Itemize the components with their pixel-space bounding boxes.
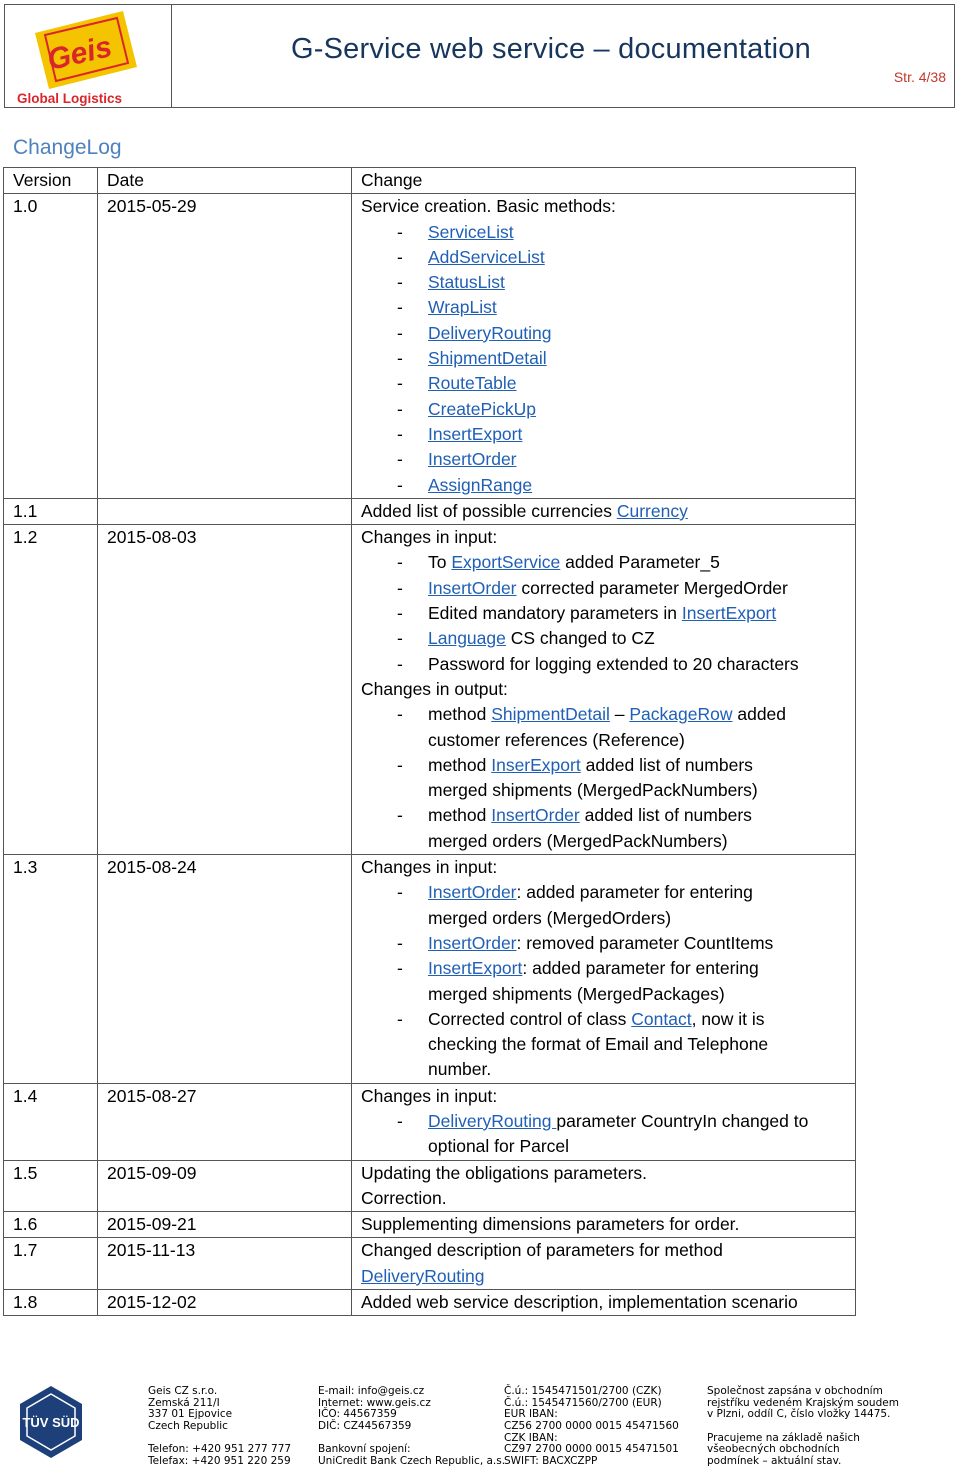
item-text: method	[428, 704, 492, 725]
list-item	[361, 626, 851, 651]
footer-line: podmínek – aktuální stav.	[707, 1455, 842, 1468]
link-deliveryrouting[interactable]: DeliveryRouting	[428, 1110, 557, 1131]
change-text: Correction.	[361, 1187, 447, 1208]
link-deliveryrouting[interactable]: DeliveryRouting	[428, 322, 552, 343]
table-row	[4, 1083, 856, 1160]
cell-version: 1.7	[4, 1238, 98, 1290]
link-routetable[interactable]: RouteTable	[428, 373, 517, 394]
link-exportservice[interactable]: ExportService	[451, 552, 561, 573]
logo-subtitle: Global Logistics	[17, 91, 123, 106]
header-date: Date	[98, 168, 352, 194]
link-insertorder[interactable]: InsertOrder	[428, 882, 517, 903]
list-item	[361, 270, 851, 295]
header-change: Change	[352, 168, 856, 194]
item-text: –	[609, 704, 630, 725]
cell-date: 2015-08-27	[98, 1083, 352, 1160]
link-insertexport[interactable]: InsertExport	[428, 423, 523, 444]
item-text: number.	[428, 1059, 492, 1080]
footer-line: UniCredit Bank Czech Republic, a.s.	[318, 1455, 506, 1468]
change-text: Changed description of parameters for method	[361, 1240, 723, 1261]
item-text: added Parameter_5	[560, 552, 720, 573]
link-statuslist[interactable]: StatusList	[428, 272, 505, 293]
link-shipmentdetail[interactable]: ShipmentDetail	[491, 704, 610, 725]
footer-line: 337 01 Ejpovice	[148, 1408, 233, 1421]
item-text: CS changed to CZ	[505, 628, 655, 649]
item-text: customer references (Reference)	[428, 729, 685, 750]
list-item	[361, 1109, 851, 1160]
cell-version: 1.1	[4, 498, 98, 524]
geis-logo	[5, 5, 172, 107]
footer-line: Internet: www.geis.cz	[318, 1396, 431, 1409]
footer-company-info	[148, 1386, 291, 1468]
link-deliveryrouting[interactable]: DeliveryRouting	[361, 1265, 485, 1286]
link-insertorder[interactable]: InsertOrder	[428, 577, 517, 598]
link-currency[interactable]: Currency	[616, 500, 688, 521]
geis-logo-graphic	[5, 5, 171, 107]
cell-change	[352, 194, 856, 499]
cell-date: 2015-11-13	[98, 1238, 352, 1290]
footer-line: EUR IBAN:	[504, 1408, 558, 1421]
list-item	[361, 576, 851, 601]
input-change-list	[361, 550, 851, 676]
footer-line: E-mail: info@geis.cz	[318, 1385, 425, 1397]
item-text: optional for Parcel	[428, 1136, 570, 1157]
page-header	[4, 4, 955, 108]
item-text: added list of numbers	[579, 805, 752, 826]
item-text: merged shipments (MergedPackages)	[428, 983, 725, 1004]
table-header-row	[4, 168, 856, 194]
tuv-text: TÜV SÜD	[22, 1415, 80, 1430]
link-createpickup[interactable]: CreatePickUp	[428, 398, 536, 419]
list-item	[361, 880, 851, 931]
input-change-list	[361, 880, 851, 1082]
footer-line: Czech Republic	[148, 1420, 228, 1433]
item-text: : removed parameter CountItems	[516, 932, 774, 953]
link-insertorder[interactable]: InsertOrder	[491, 805, 580, 826]
list-item	[361, 652, 851, 677]
link-assignrange[interactable]: AssignRange	[428, 474, 533, 495]
footer-line: IČO: 44567359	[318, 1408, 397, 1421]
list-item	[361, 422, 851, 447]
table-row	[4, 525, 856, 855]
table-row	[4, 1212, 856, 1238]
link-shipmentdetail[interactable]: ShipmentDetail	[428, 348, 547, 369]
cell-date: 2015-08-03	[98, 525, 352, 855]
footer-line: v Plzni, oddíl C, číslo vložky 14475.	[707, 1408, 891, 1421]
footer-line: Č.ú.: 1545471501/2700 (CZK)	[504, 1385, 662, 1397]
cell-date: 2015-08-24	[98, 855, 352, 1084]
footer-registration-info	[707, 1386, 899, 1468]
link-inserexport[interactable]: InserExport	[491, 754, 581, 775]
list-item	[361, 447, 851, 472]
link-language[interactable]: Language	[428, 628, 506, 649]
item-text: method	[428, 754, 492, 775]
changes-input-title: Changes in input:	[361, 857, 498, 878]
changes-input-title: Changes in input:	[361, 1085, 498, 1106]
footer-line: CZK IBAN:	[504, 1431, 558, 1444]
footer-line: Pracujeme na základě našich	[707, 1431, 860, 1444]
table-row	[4, 194, 856, 499]
changes-output-title: Changes in output:	[361, 678, 508, 699]
change-text: Updating the obligations parameters.	[361, 1162, 648, 1183]
footer-line: Bankovní spojení:	[318, 1443, 411, 1456]
cell-version: 1.5	[4, 1160, 98, 1212]
tuv-certification-logo	[13, 1384, 89, 1460]
item-text: parameter CountryIn changed to	[556, 1110, 809, 1131]
item-text: added list of numbers	[580, 754, 753, 775]
table-row	[4, 855, 856, 1084]
footer-line: CZ97 2700 0000 0015 45471501	[504, 1443, 679, 1456]
item-text: merged orders (MergedOrders)	[428, 907, 672, 928]
cell-change	[352, 855, 856, 1084]
link-packagerow[interactable]: PackageRow	[629, 704, 733, 725]
item-text: , now it is	[691, 1008, 765, 1029]
table-row	[4, 1160, 856, 1212]
list-item	[361, 245, 851, 270]
item-text: : added parameter for entering	[516, 882, 753, 903]
cell-date: 2015-05-29	[98, 194, 352, 499]
tuv-icon	[13, 1384, 89, 1460]
method-list	[361, 220, 851, 498]
footer-contact-info	[318, 1386, 505, 1468]
cell-version: 1.0	[4, 194, 98, 499]
cell-date: 2015-09-09	[98, 1160, 352, 1212]
link-insertorder[interactable]: InsertOrder	[428, 932, 517, 953]
cell-version: 1.8	[4, 1290, 98, 1316]
list-item	[361, 550, 851, 575]
item-text: method	[428, 805, 492, 826]
table-row	[4, 1290, 856, 1316]
cell-version: 1.3	[4, 855, 98, 1084]
footer-line: SWIFT: BACXCZPP	[504, 1455, 598, 1468]
cell-date	[98, 498, 352, 524]
cell-date: 2015-09-21	[98, 1212, 352, 1238]
page-number: Str. 4/38	[893, 69, 946, 85]
link-insertorder[interactable]: InsertOrder	[428, 449, 517, 470]
item-text: added	[732, 704, 787, 725]
item-text: Corrected control of class	[428, 1008, 632, 1029]
link-addservicelist[interactable]: AddServiceList	[428, 246, 545, 267]
item-text: Edited mandatory parameters in	[428, 603, 682, 624]
footer-line: Společnost zapsána v obchodním	[707, 1385, 883, 1397]
table-row	[4, 1238, 856, 1290]
link-contact[interactable]: Contact	[631, 1008, 692, 1029]
cell-date: 2015-12-02	[98, 1290, 352, 1316]
list-item	[361, 803, 851, 854]
item-text: checking the format of Email and Telephone	[428, 1034, 769, 1055]
logo-text: Geis	[44, 30, 116, 77]
item-text: Password for logging extended to 20 characters	[428, 653, 799, 674]
changelog-table-wrapper	[3, 167, 856, 1316]
footer-line: Telefon: +420 951 277 777	[148, 1443, 292, 1456]
input-change-list	[361, 1109, 851, 1160]
item-text: To	[428, 552, 452, 573]
footer-line: Telefax: +420 951 220 259	[148, 1455, 291, 1468]
changes-input-title: Changes in input:	[361, 527, 498, 548]
list-item	[361, 220, 851, 245]
list-item	[361, 753, 851, 804]
page-footer	[0, 1376, 960, 1466]
cell-version: 1.4	[4, 1083, 98, 1160]
list-item	[361, 956, 851, 1007]
list-item	[361, 601, 851, 626]
footer-line: všeobecných obchodních	[707, 1443, 840, 1456]
cell-change	[352, 525, 856, 855]
list-item	[361, 346, 851, 371]
footer-line: Č.ú.: 1545471560/2700 (EUR)	[504, 1396, 662, 1409]
header-version: Version	[4, 168, 98, 194]
cell-change: Supplementing dimensions parameters for order.	[352, 1212, 856, 1238]
document-title: G-Service web service – documentation	[291, 33, 811, 65]
list-item	[361, 371, 851, 396]
footer-line: CZ56 2700 0000 0015 45471560	[504, 1420, 679, 1433]
list-item	[361, 321, 851, 346]
cell-change	[352, 1238, 856, 1290]
footer-line: Geis CZ s.r.o.	[148, 1385, 218, 1397]
footer-bank-info	[504, 1386, 679, 1468]
link-servicelist[interactable]: ServiceList	[428, 221, 514, 242]
item-text: merged orders (MergedPackNumbers)	[428, 830, 728, 851]
link-wraplist[interactable]: WrapList	[428, 297, 497, 318]
cell-version: 1.2	[4, 525, 98, 855]
list-item	[361, 702, 851, 753]
list-item	[361, 931, 851, 956]
changelog-table	[3, 167, 856, 1316]
cell-change	[352, 498, 856, 524]
link-insertexport[interactable]: InsertExport	[681, 603, 777, 624]
change-intro: Service creation. Basic methods:	[361, 196, 616, 217]
table-row	[4, 498, 856, 524]
link-insertexport[interactable]: InsertExport	[428, 958, 523, 979]
cell-version: 1.6	[4, 1212, 98, 1238]
output-change-list	[361, 702, 851, 854]
item-text: corrected parameter MergedOrder	[516, 577, 788, 598]
footer-line	[707, 1421, 899, 1433]
list-item	[361, 473, 851, 498]
cell-change: Added web service description, implementation scenario	[352, 1290, 856, 1316]
cell-change	[352, 1160, 856, 1212]
footer-line: Zemská 211/I	[148, 1396, 220, 1409]
footer-line: rejstříku vedeném Krajským soudem	[707, 1396, 899, 1409]
list-item	[361, 1007, 851, 1083]
item-text: : added parameter for entering	[522, 958, 759, 979]
section-title: ChangeLog	[13, 136, 122, 159]
list-item	[361, 295, 851, 320]
cell-change	[352, 1083, 856, 1160]
item-text: merged shipments (MergedPackNumbers)	[428, 780, 758, 801]
change-text: Added list of possible currencies	[361, 500, 617, 521]
list-item	[361, 397, 851, 422]
footer-line: DIČ: CZ44567359	[318, 1420, 412, 1433]
